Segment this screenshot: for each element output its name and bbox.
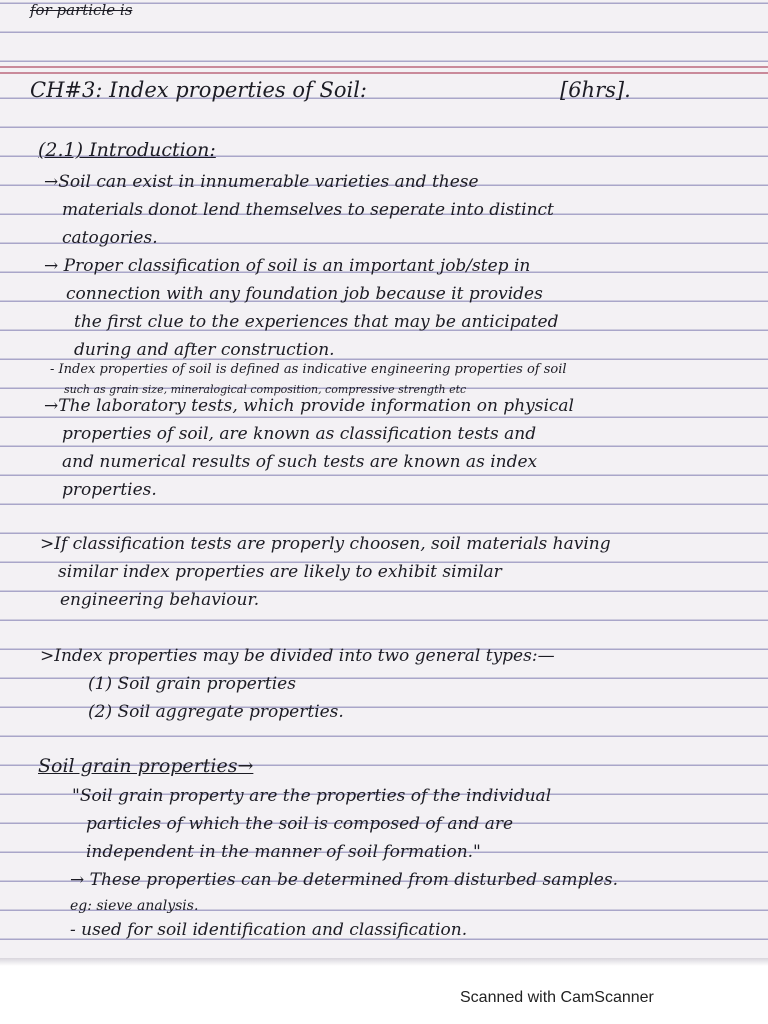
note-line: →The laboratory tests, which provide information on physical	[44, 396, 574, 416]
note-line: properties.	[62, 480, 157, 500]
note-line: (2) Soil aggregate properties.	[88, 702, 344, 722]
note-line-small: - Index properties of soil is defined as indicative engineering properties of soil	[50, 362, 567, 377]
note-line-small: such as grain size, mineralogical composition, compressive strength etc	[64, 383, 467, 396]
note-line: similar index properties are likely to exhibit similar	[58, 562, 502, 582]
note-line: eg: sieve analysis.	[70, 898, 199, 914]
section-heading-introduction: (2.1) Introduction:	[38, 139, 216, 161]
note-line: → These properties can be determined from disturbed samples.	[70, 870, 618, 890]
chapter-title: CH#3: Index properties of Soil:	[30, 78, 367, 102]
note-line: during and after construction.	[74, 340, 335, 360]
top-fragment: for particle is	[30, 1, 133, 19]
note-line: →Soil can exist in innumerable varieties and these	[44, 172, 479, 192]
section-heading-soil-grain: Soil grain properties→	[38, 755, 254, 777]
note-line: >Index properties may be divided into two general types:—	[40, 646, 555, 666]
note-line: connection with any foundation job because it provides	[66, 284, 543, 304]
note-line: >If classification tests are properly choosen, soil materials having	[40, 534, 611, 554]
chapter-hours: [6hrs].	[560, 78, 631, 102]
note-line: materials donot lend themselves to seperate into distinct	[62, 200, 554, 220]
page-edge-shadow	[0, 958, 768, 966]
note-line: catogories.	[62, 228, 158, 248]
note-line: (1) Soil grain properties	[88, 674, 296, 694]
note-line: the first clue to the experiences that may be anticipated	[74, 312, 559, 332]
note-line: properties of soil, are known as classification tests and	[62, 424, 537, 444]
note-line: and numerical results of such tests are known as index	[62, 452, 538, 472]
margin-rule-bottom	[0, 72, 768, 74]
note-line: → Proper classification of soil is an important job/step in	[44, 256, 531, 276]
note-line: particles of which the soil is composed of and are	[86, 814, 514, 834]
scanner-watermark: Scanned with CamScanner	[460, 989, 654, 1006]
note-line: - used for soil identification and classification.	[70, 920, 468, 940]
note-line: engineering behaviour.	[60, 590, 260, 610]
note-line: independent in the manner of soil formation."	[86, 842, 481, 862]
note-line: "Soil grain property are the properties of the individual	[72, 786, 552, 806]
margin-rule-top	[0, 66, 768, 68]
